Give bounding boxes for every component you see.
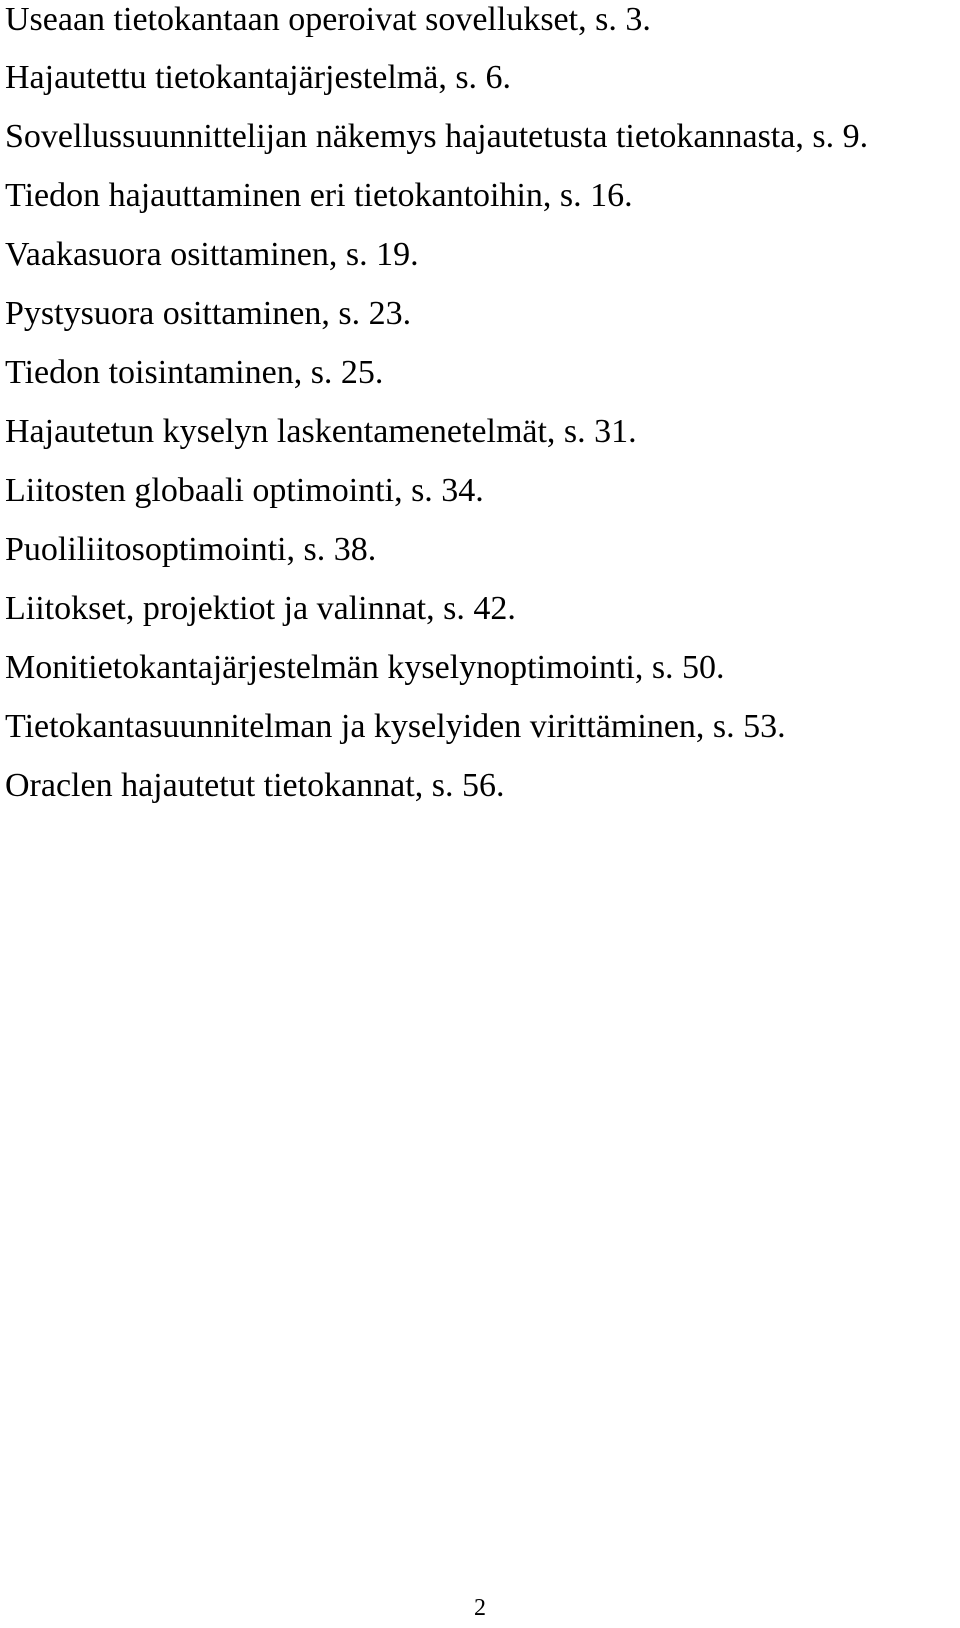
- toc-entry: Tiedon toisintaminen, s. 25.: [5, 354, 384, 391]
- toc-entry: Liitokset, projektiot ja valinnat, s. 42.: [5, 590, 516, 627]
- toc-entry: Puoliliitosoptimointi, s. 38.: [5, 531, 377, 568]
- toc-entry: Monitietokantajärjestelmän kyselynoptimointi, s. 50.: [5, 649, 725, 686]
- toc-entry: Sovellussuunnittelijan näkemys hajautetusta tietokannasta, s. 9.: [5, 118, 869, 155]
- toc-entry: Liitosten globaali optimointi, s. 34.: [5, 472, 484, 509]
- toc-entry: Pystysuora osittaminen, s. 23.: [5, 295, 412, 332]
- toc-entry: Oraclen hajautetut tietokannat, s. 56.: [5, 767, 505, 804]
- toc-entry: Tiedon hajauttaminen eri tietokantoihin, s. 16.: [5, 177, 633, 214]
- toc-entry: Hajautetun kyselyn laskentamenetelmät, s. 31.: [5, 413, 637, 450]
- toc-entry: Tietokantasuunnitelman ja kyselyiden virittäminen, s. 53.: [5, 708, 786, 745]
- page-number: 2: [474, 1595, 486, 1621]
- toc-entry: Hajautettu tietokantajärjestelmä, s. 6.: [5, 59, 512, 96]
- toc-entry: Vaakasuora osittaminen, s. 19.: [5, 236, 419, 273]
- toc-entry: Useaan tietokantaan operoivat sovellukset, s. 3.: [5, 1, 651, 38]
